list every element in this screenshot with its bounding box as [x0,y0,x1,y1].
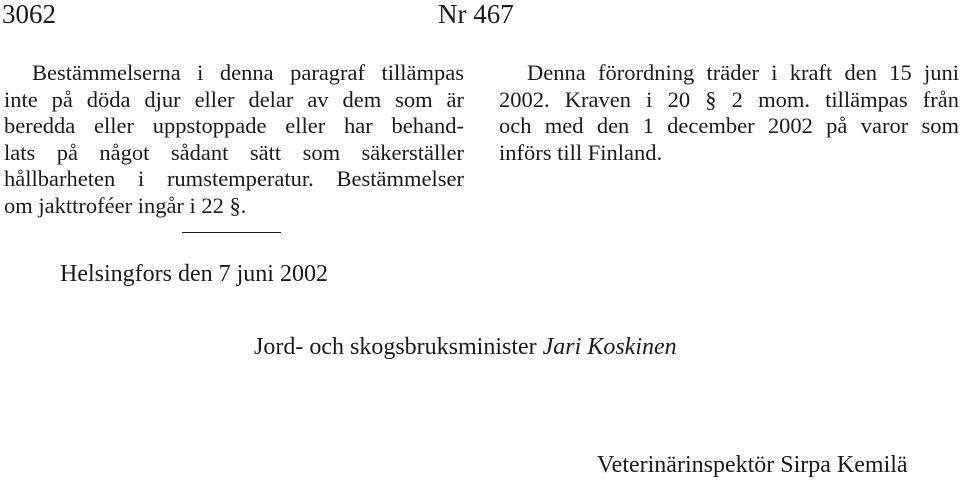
left-line-2: inte på döda djur eller delar av dem som är [4,86,464,112]
left-line-3: beredda eller uppstoppade eller har behand- [4,113,464,138]
minister-title: Jord- och skogsbruksminister [254,334,537,360]
left-line-6: om jakttroféer ingår i 22 §. [4,192,247,218]
left-line-5: hållbarheten i rumstemperatur. Bestämmelser [4,166,464,191]
minister-signature [254,332,677,362]
right-line-2: 2002. Kraven i 20 § 2 mom. tillämpas från [499,86,959,112]
document-number: Nr 467 [438,0,514,29]
left-line-1: Bestämmelserna i denna paragraf tillämpas [32,60,464,85]
right-column-text [499,60,959,166]
page-number: 3062 [2,0,56,29]
left-line-4: lats på något sådant sätt som säkerställer [4,139,464,165]
right-line-1: Denna förordning träder i kraft den 15 juni [527,60,959,85]
left-column-text [4,60,464,219]
minister-name: Jari Koskinen [542,334,677,360]
place-and-date: Helsingfors den 7 juni 2002 [60,261,328,287]
right-line-4: införs till Finland. [499,139,663,165]
inspector-signature: Veterinärinspektör Sirpa Kemilä [597,452,908,478]
right-line-3: och med den 1 december 2002 på varor som [499,113,959,138]
section-divider [182,232,281,233]
